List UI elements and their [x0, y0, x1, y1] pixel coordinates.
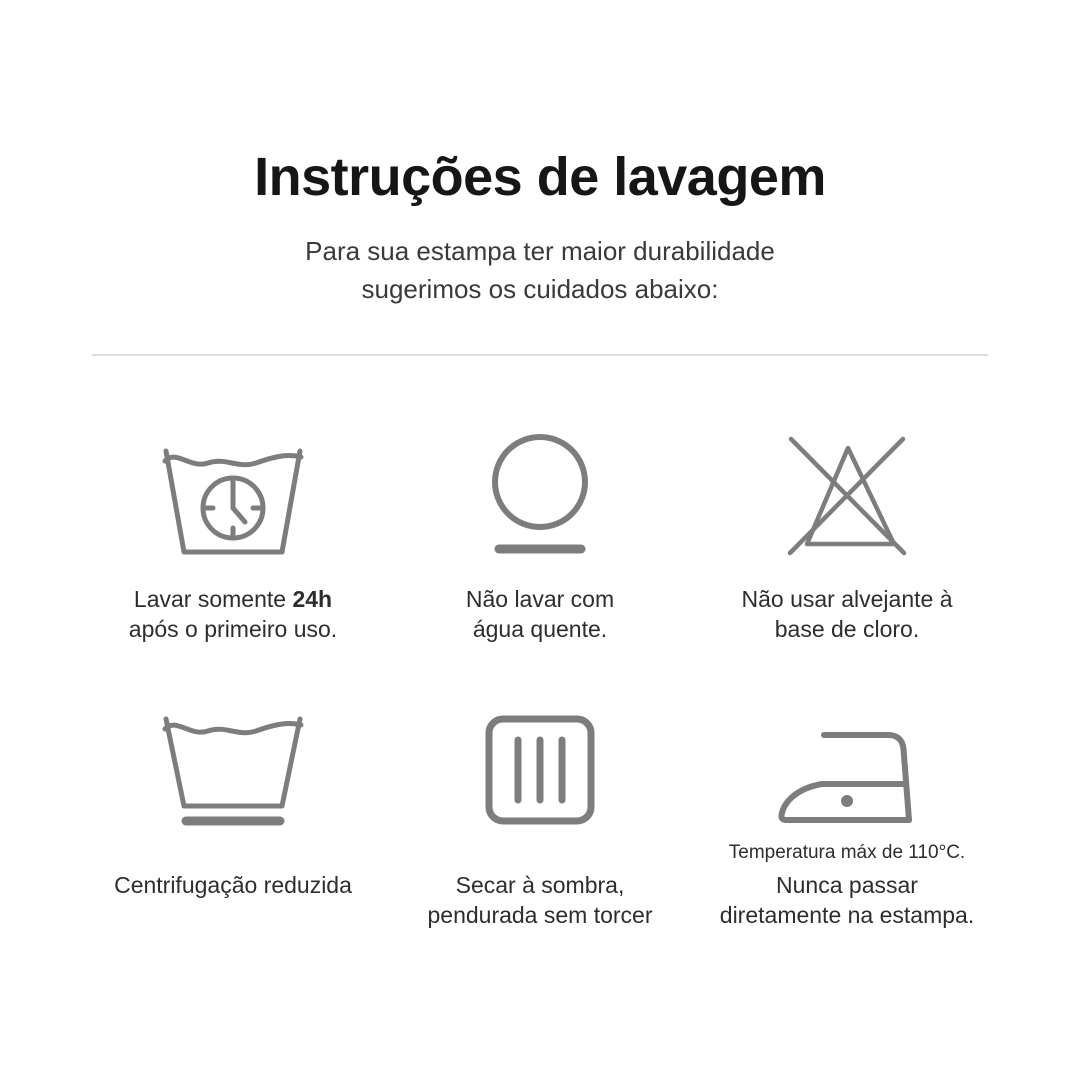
card-no-bleach [694, 440, 1001, 644]
iron-low-temperature-icon [776, 714, 918, 826]
card-caption [427, 870, 652, 930]
caption-line-2: água quente. [472, 616, 608, 642]
caption-bold: 24h [292, 586, 333, 612]
caption-text: Lavar somente [133, 586, 293, 612]
wash-basin-clock-icon [158, 440, 308, 558]
page-subtitle [0, 232, 1080, 308]
caption-line-1: Nunca passar [776, 872, 918, 898]
card-no-hot-water [387, 440, 694, 644]
subtitle-line-1: Para sua estampa ter maior durabilidade [305, 236, 775, 266]
card-caption [129, 584, 337, 644]
divider [92, 354, 988, 356]
page-title: Instruções de lavagem [254, 147, 826, 207]
caption-line-1: Não usar alvejante à [741, 586, 953, 612]
no-bleach-icon [777, 440, 917, 558]
care-grid [0, 440, 1080, 930]
subtitle-line-2: sugerimos os cuidados abaixo: [361, 274, 719, 304]
drip-dry-shade-icon [484, 714, 596, 826]
card-iron-caution [694, 714, 1001, 930]
caption-line-1 [129, 584, 337, 614]
no-hot-wash-icon [485, 440, 595, 558]
card-caption [466, 584, 614, 644]
caption-line-1: Não lavar com [465, 586, 615, 612]
caption-line-1: Centrifugação reduzida [114, 872, 352, 898]
card-shade-dry [387, 714, 694, 930]
card-caption [742, 584, 953, 644]
header [0, 0, 1080, 308]
caption-line-2: base de cloro. [774, 616, 920, 642]
caption-line-2: após o primeiro uso. [128, 616, 338, 642]
card-reduced-spin [80, 714, 387, 930]
card-caption [114, 870, 352, 900]
temperature-note: Temperatura máx de 110°C. [728, 842, 966, 863]
caption-line-2: pendurada sem torcer [427, 902, 653, 928]
reduced-spin-icon [158, 714, 308, 826]
card-caption [720, 870, 974, 930]
caption-line-1: Secar à sombra, [455, 872, 625, 898]
card-wash-24h [80, 440, 387, 644]
caption-line-2: diretamente na estampa. [719, 902, 975, 928]
